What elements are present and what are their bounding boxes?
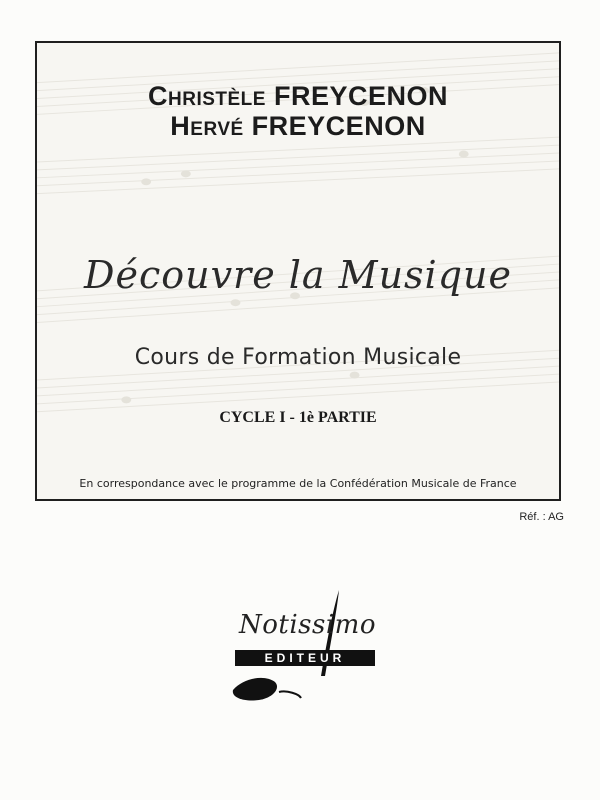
author-name: Christèle FREYCENON — [148, 81, 448, 111]
publisher-logo — [215, 590, 395, 710]
cover-frame — [35, 41, 561, 501]
book-title: Découvre la Musique — [83, 253, 512, 297]
curriculum-note: En correspondance avec le programme de la Confédération Musicale de France — [79, 477, 517, 490]
reference-code: Réf. : AG — [519, 511, 564, 523]
author-name: Hervé FREYCENON — [170, 111, 426, 141]
book-subtitle: Cours de Formation Musicale — [134, 345, 462, 370]
publisher-label: EDITEUR — [235, 650, 375, 666]
cycle-label: CYCLE I - 1è PARTIE — [219, 409, 377, 426]
publisher-name: Notissimo — [239, 610, 376, 640]
